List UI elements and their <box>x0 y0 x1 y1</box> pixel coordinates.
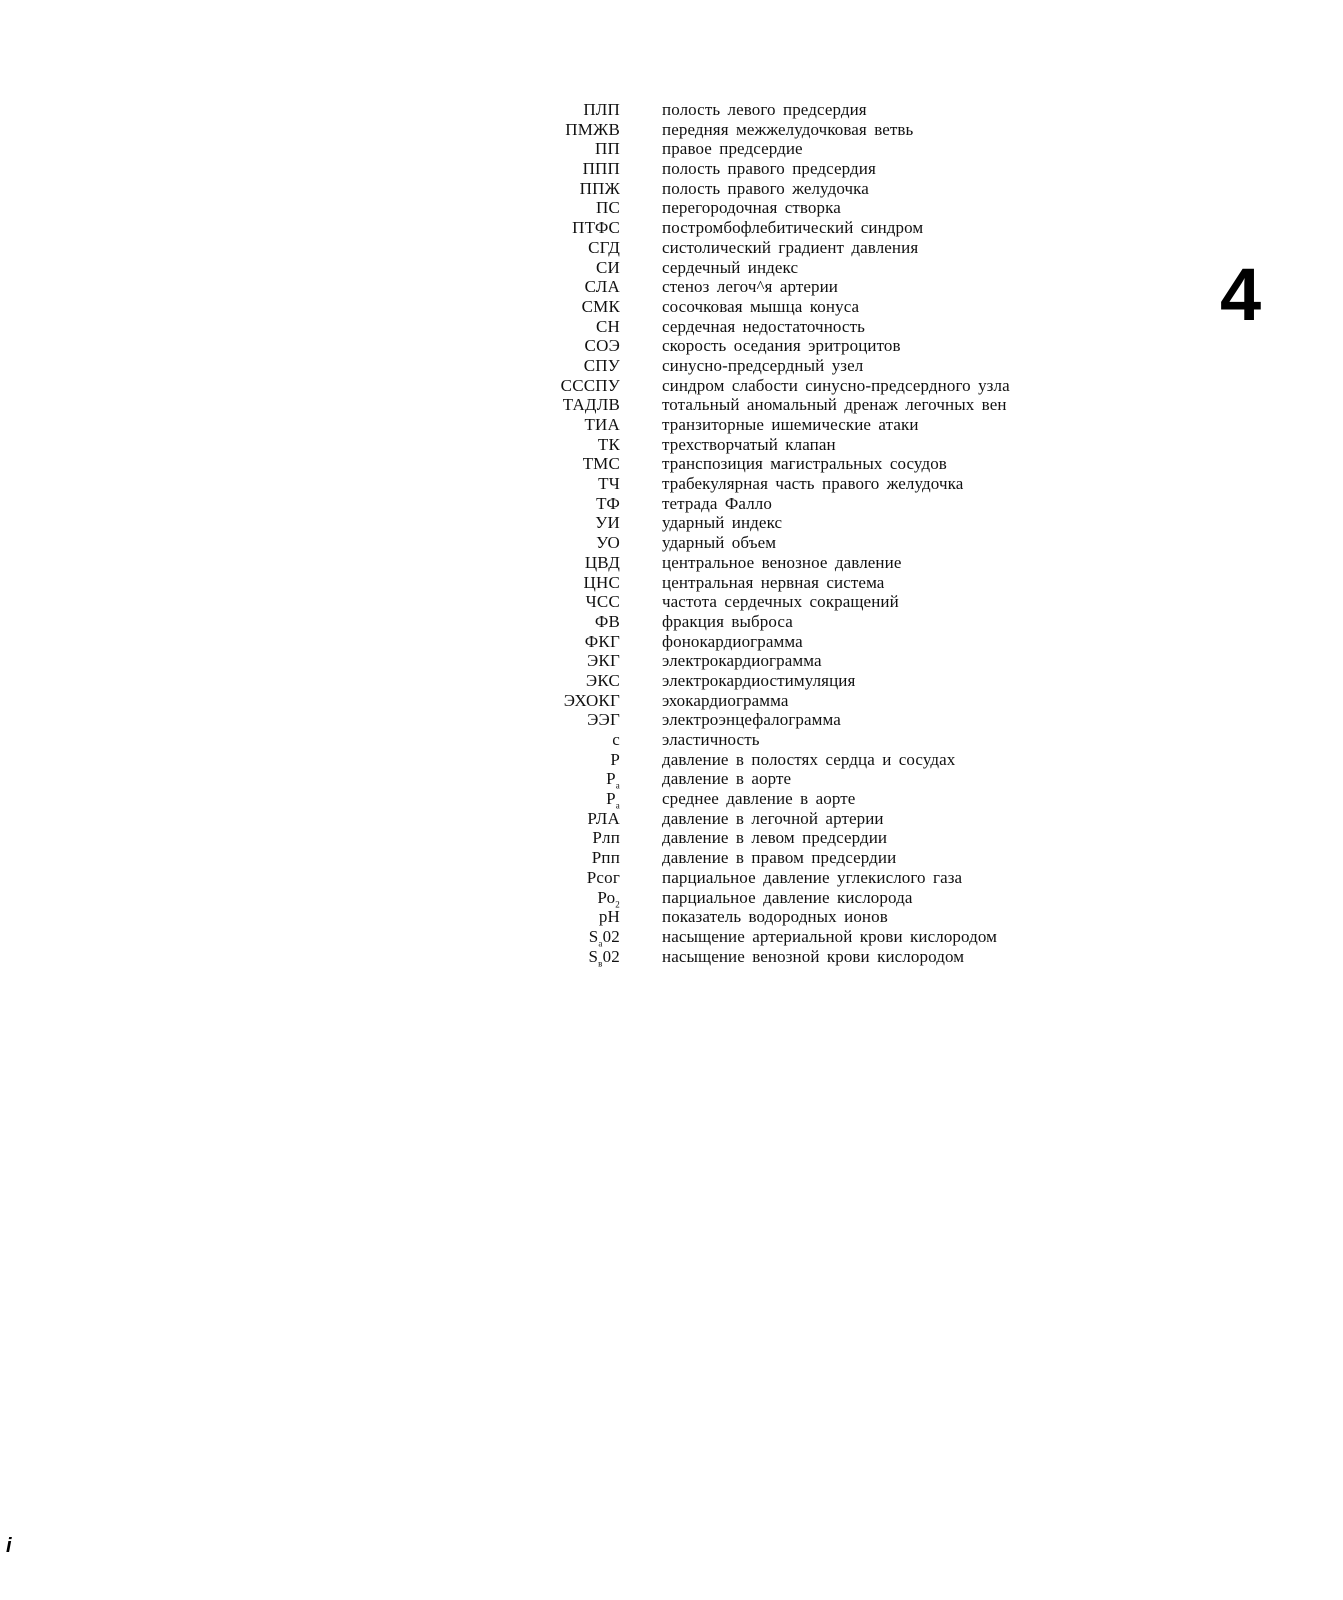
abbreviation-text: СССПУ <box>560 375 620 395</box>
abbreviation-term <box>530 494 620 514</box>
abbreviation-definition: парциальное давление углекислого газа <box>662 867 963 887</box>
abbreviation-row <box>540 277 1100 297</box>
abbreviation-term <box>530 828 620 848</box>
abbreviation-definition: электрокардиостимуляция <box>662 670 856 690</box>
abbreviation-row <box>540 750 1100 770</box>
abbreviation-definition: давление в легочной артерии <box>662 808 884 828</box>
abbreviation-row <box>540 553 1100 573</box>
abbreviation-definition: фонокардиограмма <box>662 631 803 651</box>
abbreviation-definition: центральное венозное давление <box>662 552 902 572</box>
abbreviation-row <box>540 789 1100 809</box>
abbreviation-row <box>540 415 1100 435</box>
abbreviation-subscript: а <box>615 800 620 811</box>
corner-mark: i <box>6 1535 12 1557</box>
abbreviation-definition: систолический градиент давления <box>662 237 919 257</box>
abbreviation-text: ПП <box>595 139 620 159</box>
abbreviation-text: СОЭ <box>584 336 620 356</box>
abbreviation-term <box>530 533 620 553</box>
abbreviation-definition: скорость оседания эритроцитов <box>662 336 901 356</box>
abbreviation-definition: центральная нервная система <box>662 572 885 592</box>
abbreviation-term <box>530 612 620 632</box>
abbreviation-term <box>530 277 620 297</box>
abbreviation-term <box>530 927 620 947</box>
abbreviation-text: ТМС <box>582 454 620 474</box>
abbreviation-text: Р <box>606 789 616 809</box>
abbreviation-term <box>530 297 620 317</box>
abbreviation-definition: стеноз легоч^я артерии <box>662 277 839 297</box>
abbreviation-definition: синдром слабости синусно-предсердного узла <box>662 375 1010 395</box>
abbreviation-subscript: а <box>615 780 620 791</box>
abbreviation-definition: транзиторные ишемические атаки <box>662 415 919 434</box>
abbreviation-text: ЭХОКГ <box>563 690 620 710</box>
abbreviation-text: ПС <box>595 198 620 218</box>
abbreviation-row <box>540 533 1100 553</box>
abbreviation-term <box>530 553 620 573</box>
abbreviation-definition: тетрада Фалло <box>662 493 772 513</box>
abbreviation-definition: транспозиция магистральных сосудов <box>662 454 947 474</box>
abbreviation-term <box>530 317 620 337</box>
abbreviation-definition: трабекулярная часть правого желудочка <box>662 474 964 494</box>
abbreviation-row <box>540 513 1100 533</box>
abbreviation-definition: частота сердечных сокращений <box>662 592 899 612</box>
abbreviation-subscript: 2 <box>615 898 620 909</box>
abbreviation-definition: парциальное давление кислорода <box>662 887 913 907</box>
abbreviation-definition: полость левого предсердия <box>662 100 867 119</box>
abbreviation-definition: передняя межжелудочковая ветвь <box>662 119 914 139</box>
abbreviation-row <box>540 317 1100 337</box>
abbreviation-definition: давление в полостях сердца и сосудах <box>662 749 956 769</box>
abbreviation-row <box>540 632 1100 652</box>
abbreviation-term <box>530 907 620 927</box>
abbreviation-term <box>530 573 620 593</box>
abbreviation-definition: среднее давление в аорте <box>662 789 856 809</box>
abbreviation-definition: электрокардиограмма <box>662 651 822 671</box>
abbreviation-text: СМК <box>581 296 620 316</box>
abbreviation-text: Рсог <box>586 867 620 887</box>
abbreviation-term <box>530 947 620 967</box>
abbreviation-definition: электроэнцефалограмма <box>662 710 841 730</box>
abbreviation-text: УИ <box>595 513 620 533</box>
abbreviation-term <box>530 454 620 474</box>
abbreviation-row <box>540 159 1100 179</box>
abbreviation-definition: давление в правом предсердии <box>662 848 897 868</box>
abbreviation-definition: эластичность <box>662 730 760 749</box>
abbreviation-text: ППП <box>582 159 620 179</box>
abbreviation-definition: давление в аорте <box>662 769 792 789</box>
abbreviation-row <box>540 238 1100 258</box>
abbreviation-term <box>530 789 620 809</box>
abbreviation-term <box>530 868 620 888</box>
abbreviation-text: РЛА <box>587 808 620 828</box>
abbreviation-term <box>530 809 620 829</box>
abbreviation-definition: перегородочная створка <box>662 198 841 218</box>
abbreviation-term <box>530 356 620 376</box>
abbreviation-suffix: 02 <box>602 946 620 966</box>
abbreviation-row <box>540 139 1100 159</box>
abbreviation-row <box>540 494 1100 514</box>
abbreviation-list <box>540 100 1100 966</box>
abbreviation-term <box>530 671 620 691</box>
abbreviation-term <box>530 769 620 789</box>
abbreviation-text: S <box>588 946 599 966</box>
abbreviation-definition: ударный индекс <box>662 513 783 533</box>
abbreviation-term <box>530 258 620 278</box>
abbreviation-row <box>540 671 1100 691</box>
abbreviation-definition: показатель водородных ионов <box>662 907 888 927</box>
abbreviation-row <box>540 297 1100 317</box>
abbreviation-term <box>530 592 620 612</box>
abbreviation-text: ЦНС <box>583 572 620 592</box>
abbreviation-row <box>540 651 1100 671</box>
abbreviation-term <box>530 395 620 415</box>
abbreviation-term <box>530 750 620 770</box>
abbreviation-term <box>530 415 620 435</box>
abbreviation-definition: фракция выброса <box>662 611 793 631</box>
abbreviation-definition: синусно-предсердный узел <box>662 355 864 375</box>
abbreviation-text: ЧСС <box>585 592 620 612</box>
abbreviation-definition: ударный объем <box>662 533 777 553</box>
abbreviation-text: СПУ <box>583 355 620 375</box>
abbreviation-term <box>530 120 620 140</box>
abbreviation-row <box>540 573 1100 593</box>
abbreviation-row <box>540 710 1100 730</box>
abbreviation-text: ПЛП <box>583 100 620 119</box>
abbreviation-definition: правое предсердие <box>662 139 803 159</box>
abbreviation-term <box>530 848 620 868</box>
abbreviation-definition: полость правого предсердия <box>662 159 876 179</box>
abbreviation-text: ПМЖВ <box>565 119 620 139</box>
abbreviation-definition: сердечная недостаточность <box>662 316 865 336</box>
abbreviation-term <box>530 710 620 730</box>
abbreviation-term <box>530 238 620 258</box>
abbreviation-text: ЭКС <box>585 670 620 690</box>
abbreviation-term <box>530 435 620 455</box>
abbreviation-text: S <box>588 926 599 946</box>
abbreviation-row <box>540 100 1100 120</box>
abbreviation-row <box>540 356 1100 376</box>
abbreviation-text: УО <box>596 533 620 553</box>
abbreviation-text: Р <box>610 749 620 769</box>
abbreviation-definition: сосочковая мышца конуса <box>662 296 860 316</box>
abbreviation-row <box>540 435 1100 455</box>
abbreviation-term <box>530 159 620 179</box>
abbreviation-text: ЦВД <box>584 552 620 572</box>
abbreviation-row <box>540 179 1100 199</box>
abbreviation-subscript: а <box>598 938 603 949</box>
abbreviation-row <box>540 907 1100 927</box>
abbreviation-definition: тотальный аномальный дренаж легочных вен <box>662 395 1007 415</box>
abbreviation-definition: эхокардиограмма <box>662 690 789 710</box>
abbreviation-row <box>540 474 1100 494</box>
abbreviation-text: ТЧ <box>598 474 620 494</box>
abbreviation-suffix: 02 <box>602 926 620 946</box>
abbreviation-text: Рпп <box>591 848 620 868</box>
abbreviation-row <box>540 730 1100 750</box>
abbreviation-term <box>530 218 620 238</box>
abbreviation-term <box>530 691 620 711</box>
abbreviation-row <box>540 120 1100 140</box>
abbreviation-row <box>540 947 1100 967</box>
abbreviation-text: с <box>612 730 620 749</box>
abbreviation-term <box>530 651 620 671</box>
abbreviation-text: Р <box>606 769 616 789</box>
abbreviation-definition: сердечный индекс <box>662 257 799 277</box>
abbreviation-text: ТИА <box>584 415 620 434</box>
abbreviation-term <box>530 336 620 356</box>
section-number: 4 <box>1220 253 1262 336</box>
abbreviation-text: ППЖ <box>579 178 620 198</box>
abbreviation-text: ЭЭГ <box>587 710 620 730</box>
abbreviation-text: СИ <box>595 257 620 277</box>
abbreviation-term <box>530 198 620 218</box>
abbreviation-term <box>530 179 620 199</box>
abbreviation-text: ПТФС <box>572 218 620 238</box>
abbreviation-term <box>530 100 620 120</box>
abbreviation-term <box>530 474 620 494</box>
abbreviation-row <box>540 809 1100 829</box>
abbreviation-row <box>540 336 1100 356</box>
abbreviation-term <box>530 376 620 396</box>
abbreviation-text: рН <box>598 907 620 927</box>
abbreviation-row <box>540 848 1100 868</box>
abbreviation-row <box>540 454 1100 474</box>
abbreviation-row <box>540 828 1100 848</box>
abbreviation-text: Рлп <box>592 828 620 848</box>
abbreviation-text: Ро <box>597 887 616 907</box>
abbreviation-text: СГД <box>588 237 620 257</box>
abbreviation-text: ТК <box>597 434 620 454</box>
abbreviation-definition: насыщение венозной крови кислородом <box>662 946 965 966</box>
abbreviation-text: СЛА <box>584 277 620 297</box>
abbreviation-row <box>540 769 1100 789</box>
abbreviation-term <box>530 888 620 908</box>
abbreviation-text: ТФ <box>596 493 620 513</box>
abbreviation-term <box>530 513 620 533</box>
abbreviation-row <box>540 258 1100 278</box>
abbreviation-text: СН <box>595 316 620 336</box>
abbreviation-text: ФВ <box>594 611 620 631</box>
abbreviation-row <box>540 888 1100 908</box>
abbreviation-row <box>540 691 1100 711</box>
abbreviation-row <box>540 592 1100 612</box>
abbreviation-term <box>530 632 620 652</box>
abbreviation-term <box>530 730 620 750</box>
abbreviation-definition: трехстворчатый клапан <box>662 434 836 454</box>
abbreviation-row <box>540 218 1100 238</box>
abbreviation-text: ЭКГ <box>587 651 620 671</box>
abbreviation-row <box>540 612 1100 632</box>
abbreviation-row <box>540 927 1100 947</box>
abbreviation-row <box>540 376 1100 396</box>
abbreviation-subscript: в <box>598 957 603 968</box>
abbreviation-text: ТАДЛВ <box>562 395 620 415</box>
abbreviation-definition: насыщение артериальной крови кислородом <box>662 926 998 946</box>
abbreviation-term <box>530 139 620 159</box>
abbreviation-row <box>540 198 1100 218</box>
abbreviation-text: ФКГ <box>584 631 620 651</box>
abbreviation-definition: постромбофлебитический синдром <box>662 218 924 238</box>
abbreviation-definition: давление в левом предсердии <box>662 828 888 848</box>
abbreviation-definition: полость правого желудочка <box>662 178 869 198</box>
abbreviation-row <box>540 395 1100 415</box>
abbreviation-row <box>540 868 1100 888</box>
